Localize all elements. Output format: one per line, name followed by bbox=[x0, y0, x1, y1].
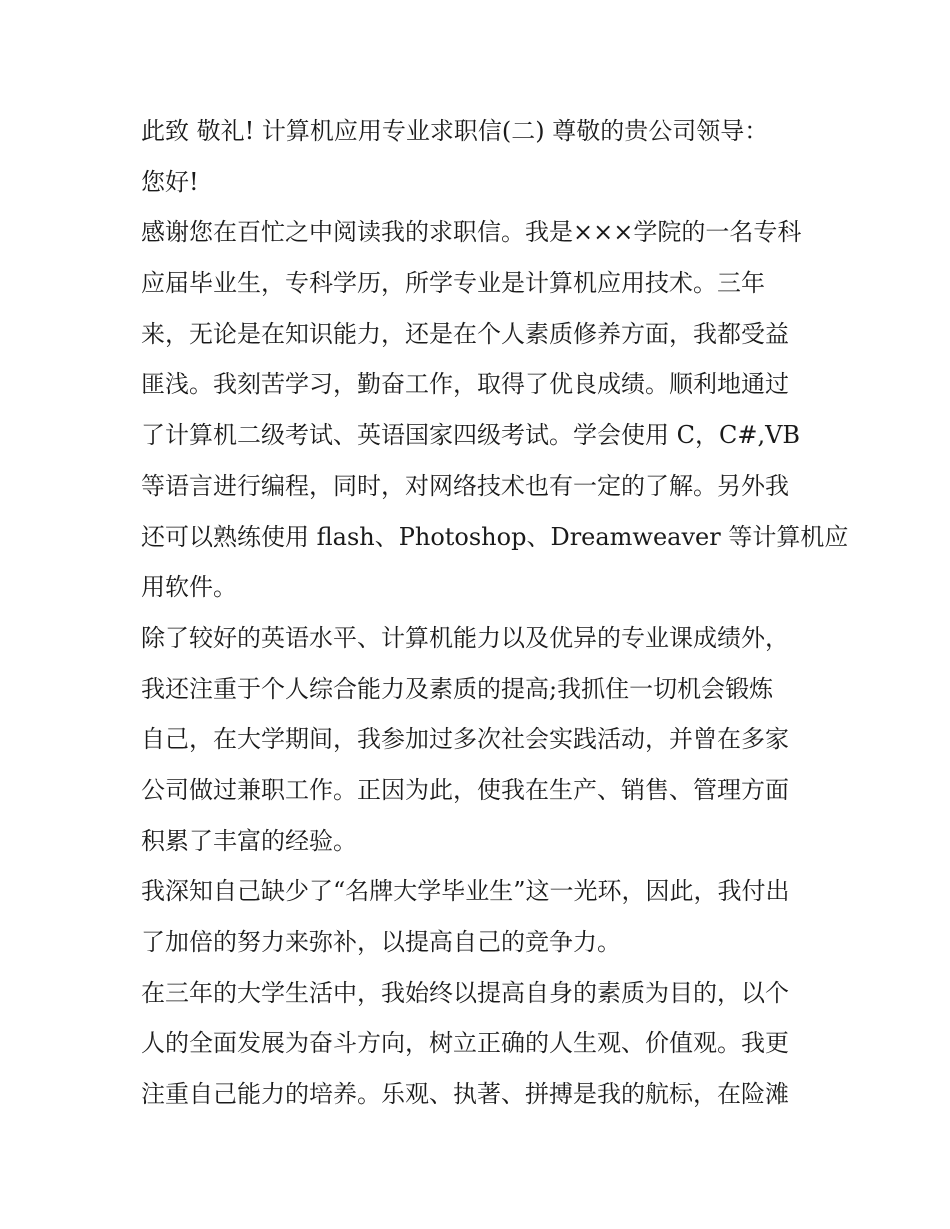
text-line: 注重自己能力的培养。乐观、执著、拼搏是我的航标，在险滩 bbox=[141, 1080, 789, 1109]
text-line: 了计算机二级考试、英语国家四级考试。学会使用 C，C#,VB bbox=[141, 421, 801, 450]
text-line: 在三年的大学生活中，我始终以提高自身的素质为目的，以个 bbox=[141, 978, 789, 1007]
text-line: 人的全面发展为奋斗方向，树立正确的人生观、价值观。我更 bbox=[141, 1029, 789, 1058]
paragraph-abilities bbox=[141, 613, 821, 866]
text-line: 匪浅。我刻苦学习，勤奋工作，取得了优良成绩。顺利地通过 bbox=[141, 370, 789, 399]
text-line: 我深知自己缺少了“名牌大学毕业生”这一光环，因此，我付出 bbox=[141, 877, 790, 906]
text-line: 公司做过兼职工作。正因为此，使我在生产、销售、管理方面 bbox=[141, 775, 789, 804]
text-line: 此致 敬礼! 计算机应用专业求职信(二) 尊敬的贵公司领导： bbox=[141, 117, 769, 145]
text-line: 积累了丰富的经验。 bbox=[141, 826, 357, 855]
text-line: 用软件。 bbox=[141, 573, 237, 602]
paragraph-salutation bbox=[141, 106, 821, 157]
text-line: 您好! bbox=[141, 167, 199, 196]
text-line: 应届毕业生，专科学历，所学专业是计算机应用技术。三年 bbox=[141, 269, 765, 298]
letter-body bbox=[141, 106, 849, 1120]
text-line: 我还注重于个人综合能力及素质的提高;我抓住一切机会锻炼 bbox=[141, 674, 774, 703]
text-line: 除了较好的英语水平、计算机能力以及优异的专业课成绩外， bbox=[141, 623, 789, 652]
paragraph-introduction bbox=[141, 207, 849, 613]
text-line: 自己，在大学期间，我参加过多次社会实践活动，并曾在多家 bbox=[141, 725, 789, 754]
text-line: 等语言进行编程，同时，对网络技术也有一定的了解。另外我 bbox=[141, 471, 789, 500]
paragraph-greeting bbox=[141, 157, 821, 208]
text-line: 了加倍的努力来弥补，以提高自己的竞争力。 bbox=[141, 928, 621, 956]
paragraph-college-life bbox=[141, 968, 821, 1120]
text-line: 还可以熟练使用 flash、Photoshop、Dreamweaver 等计算机应 bbox=[141, 522, 849, 551]
paragraph-effort bbox=[141, 866, 821, 967]
text-line: 来，无论是在知识能力，还是在个人素质修养方面，我都受益 bbox=[141, 319, 789, 348]
text-line: 感谢您在百忙之中阅读我的求职信。我是×××学院的一名专科 bbox=[141, 218, 802, 247]
